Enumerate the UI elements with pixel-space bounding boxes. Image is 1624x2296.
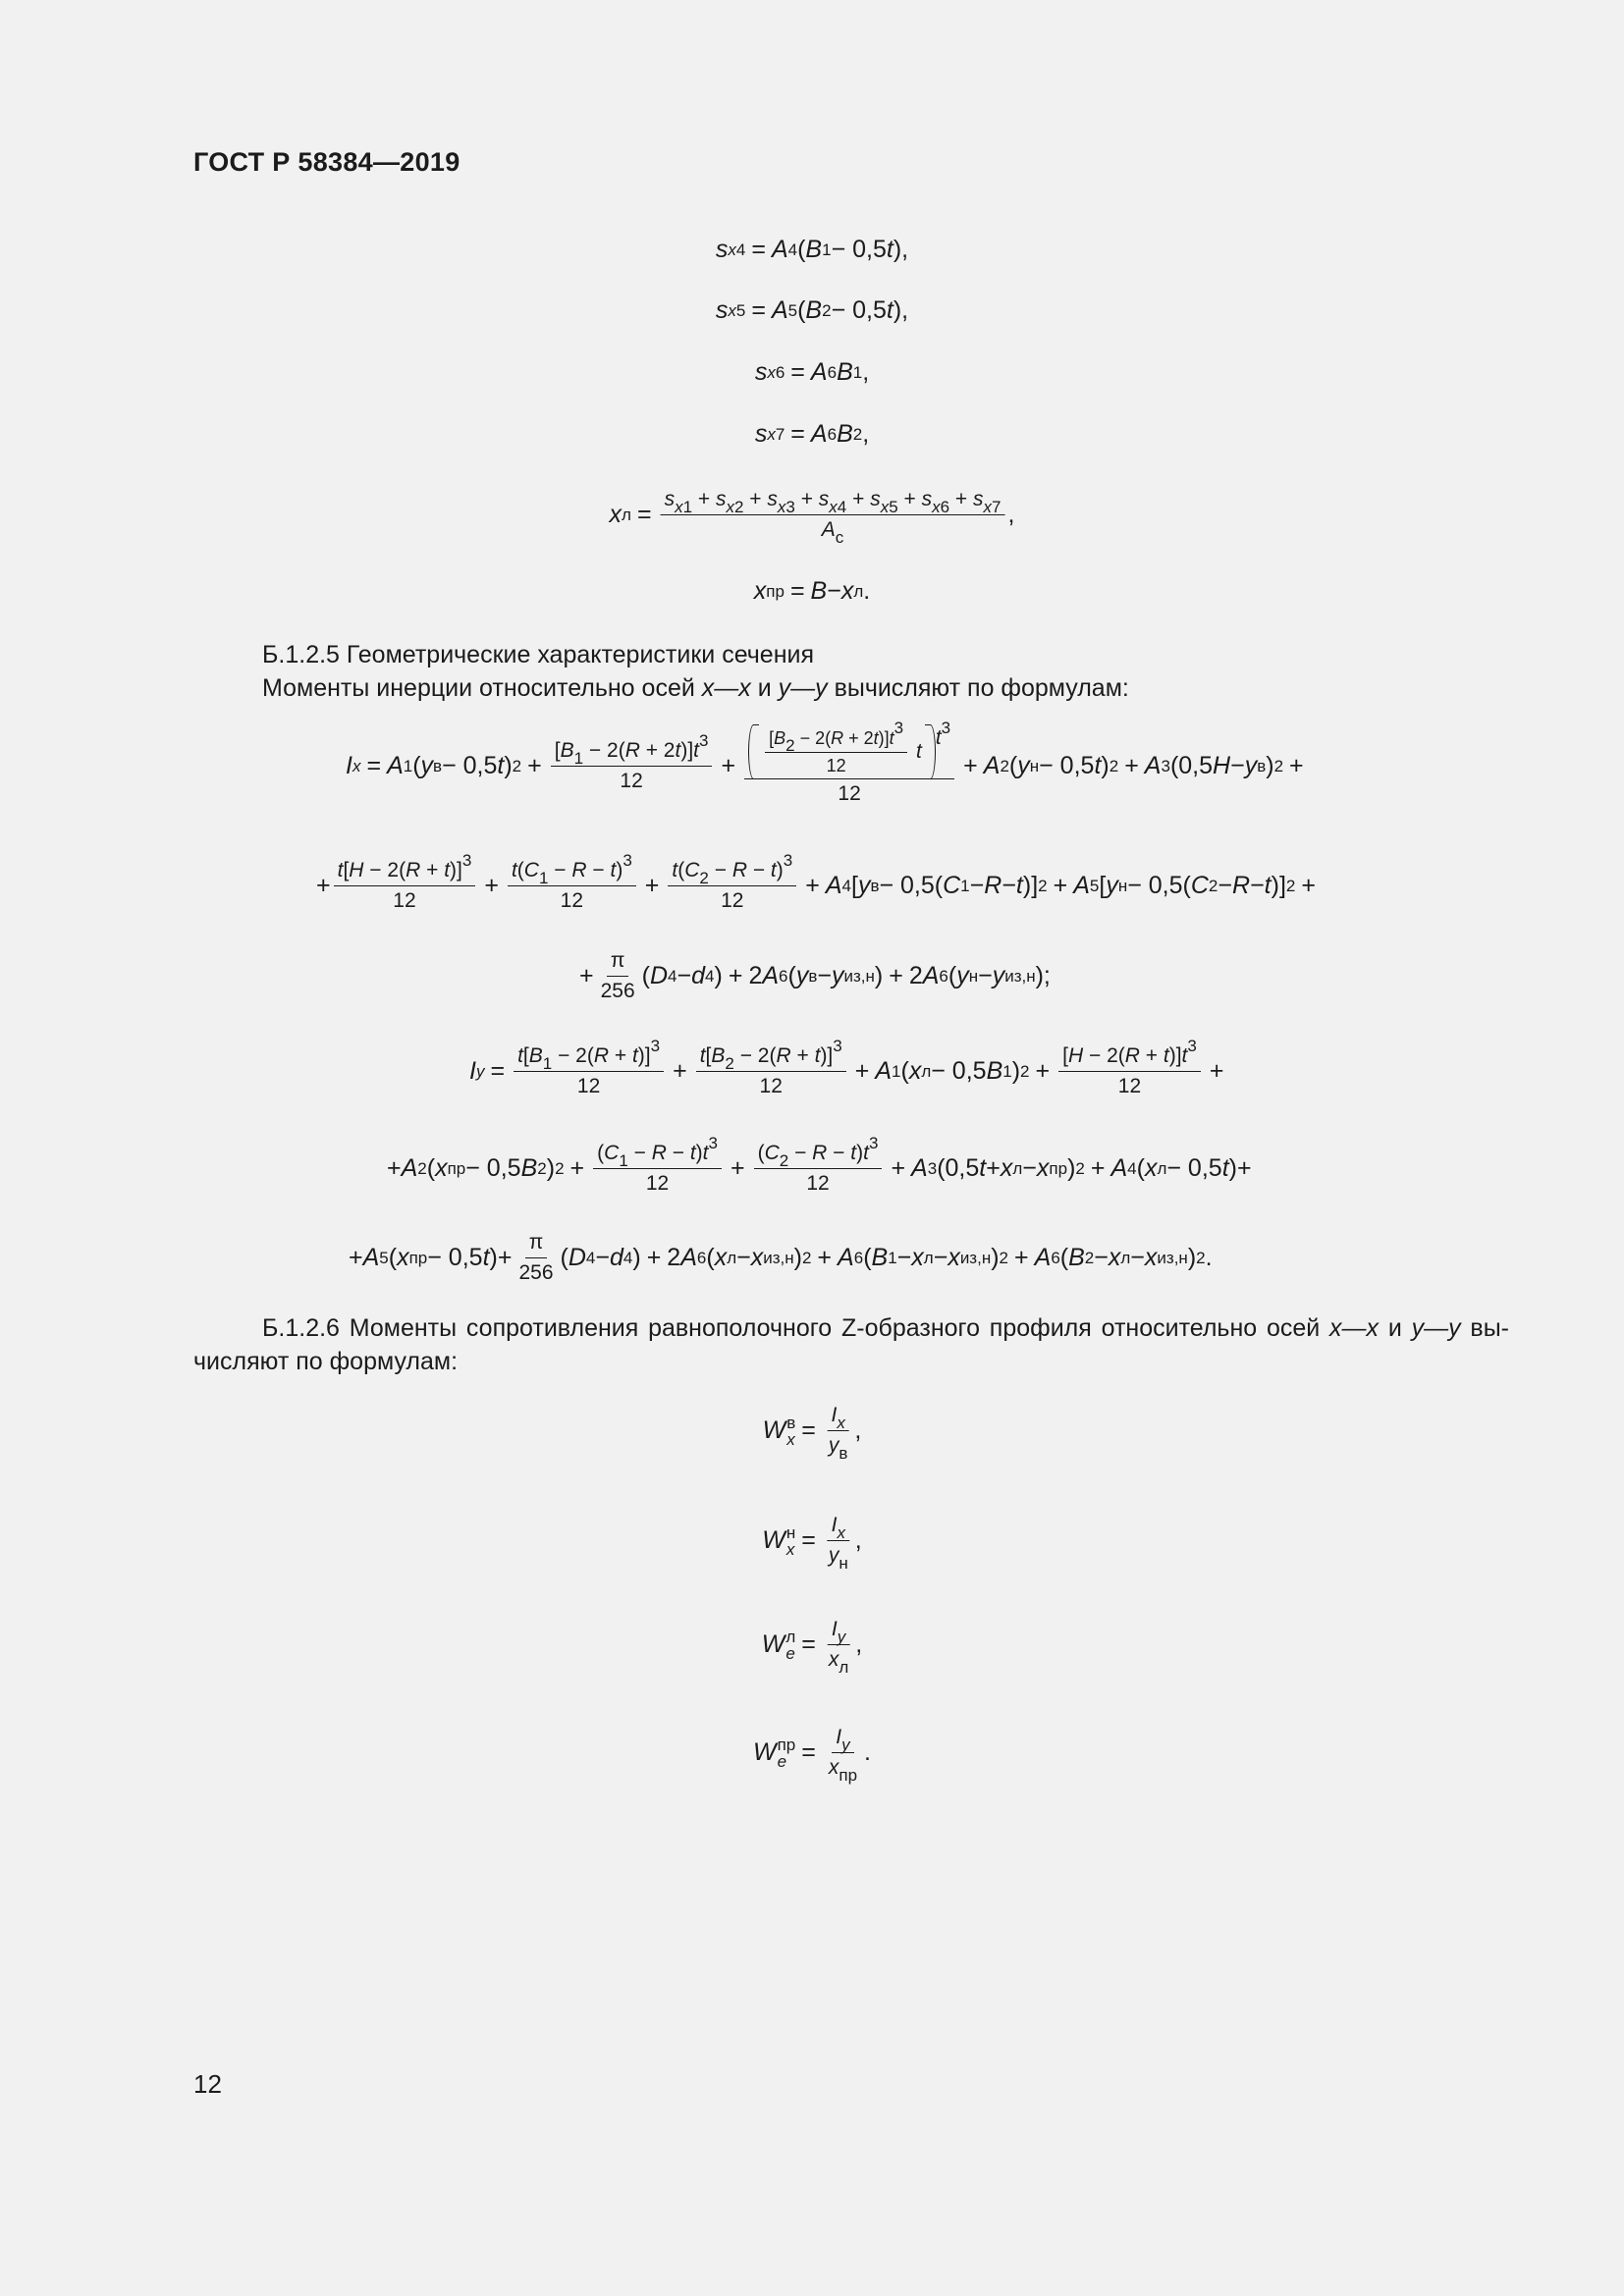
document-page: ГОСТ Р 58384—2019 s x4 = A 4 ( B 1 − 0,5 t ), s x5 = A 5 ( B 2 − 0,5 t ), s x6 = A 6 B 1 , s x7 = A 6 B 2 , x л = $\frac{s_{x1} + s_{x2} + s_{x3} + s_{x4} + s_{x5} + s_{x6} + s_{x7}}{A_c}$ , x пр = B − x л . Б.1.2.5 Геометрические характеристики сечения Моменты инерции относительно осей x—x и y—y вычисляют по формулам: I x = A 1 ( y в − 0,5 t ) 2 + $\frac{[B_1 - 2(R + 2t)]t^3}{12}$ + $\frac{[B_2 - 2(R + 2t)]t^3}{12}$ t $t^3$ 12 + A 2 ( y н − 0,5 t ) 2 + A 3 (0,5 H − y в ) 2 + + $\frac{t[H - 2(R + t)]^3}{12}$ + $\frac{t(C_1 - R - t)^3}{12}$ + $\frac{t(C_2 - R - t)^3}{12}$ + A 4 [ y в − 0,5( C 1 − R − t )] 2 + A 5 [ y н − 0,5( C 2 − R − t )] 2 + + $\frac{\pi}{256}$ ( D 4 − d 4 ) + 2 A 6 ( y в − y из,н ) + 2 A 6 ( y н − y из,н ); I y = $\frac{t[B_1 - 2(R + t)]^3}{12}$ + $\frac{t[B_2 - 2(R + t)]^3}{12}$ + A 1 ( x л − 0,5 B 1 ) 2 + $\frac{[H - 2(R + t)]t^3}{12}$ + + A 2 ( x пр − 0,5 B 2 ) 2 + $\frac{(C_1 - R - t)t^3}{12}$ + $\frac{(C_2 - R - t)t^3}{12}$ + A 3 (0,5 t + x л − x пр ) 2 + A 4 ( x л − 0,5 t )+ + A 5 ( x пр − 0,5 t )+ $\frac{\pi}{256}$ ( D 4 − d 4 ) + 2 A 6 ( x л − x из,н ) 2 + A 6 ( B 1 − x л − x из,н ) 2 + A 6 ( B 2 − x л − x из,н ) 2 . Б.1.2.6 Моменты сопротивления равнополочного Z-образного профиля относительно осей x—x и y—y вы- числяют по формулам: W в x = $\frac{I_x}{y_в}$ , W н x = $\frac{I_x}{y_н}$ , W л e = $\frac{I_y}{x_л}$ , W пр e = $\frac{I_y}{x_{пр}}$ . 12: [193, 147, 1510, 2099]
section-125-title: Б.1.2.5 Геометрические характеристики сечения: [262, 641, 814, 668]
section-125-intro: Моменты инерции относительно осей x—x и y—y вычисляют по формулам:: [262, 674, 1129, 702]
page-number: 12: [193, 2069, 222, 2099]
section-126-paragraph: Б.1.2.6 Моменты сопротивления равнополочного Z-образного профиля относительно осей x—x и y—y вы- числяют по формулам:: [193, 1314, 1510, 1375]
document-header: ГОСТ Р 58384—2019: [193, 147, 460, 177]
